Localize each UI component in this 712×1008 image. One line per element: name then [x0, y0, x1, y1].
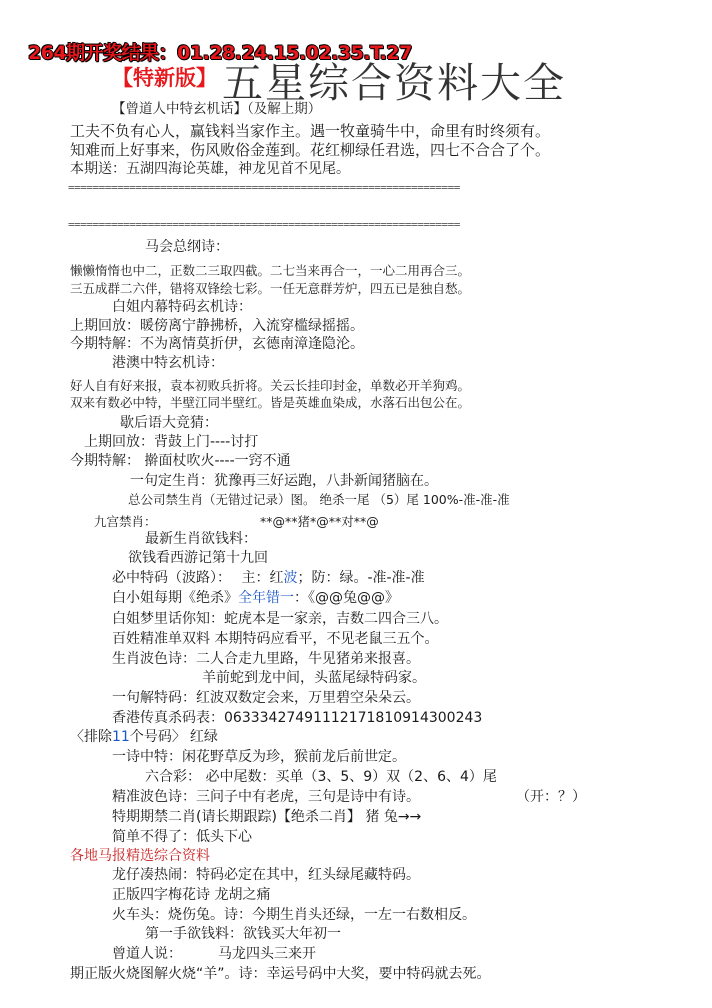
white-sister-last: 上期回放：暖傍离宁静拂桥，入流穿槛绿摇摇。 — [70, 318, 364, 334]
wave-bo: 波 — [283, 570, 298, 586]
horse-poem-title: 马会总纲诗： — [145, 239, 229, 255]
wave-rest: ；防：绿。-准-准-准 — [297, 570, 425, 586]
xiaojie-line — [112, 589, 399, 607]
xiaojie-suffix: ：《@@兔@@》 — [294, 590, 399, 606]
train-line: 火车头：烧伤兔。诗：今期生肖头还绿，一左一右数相反。 — [112, 907, 476, 923]
riddle-line: 知难而上好事来，伤风败俗金莲到。花红柳绿任君选，四七不合合了个。 — [70, 141, 551, 159]
wave-line — [112, 569, 425, 587]
edition-badge: 【特新版】 — [112, 66, 217, 90]
six-line: 六合彩： 必中尾数：买单（3、5、9）双（2、6、4）尾 — [145, 769, 497, 785]
first-hand-line: 第一手欲钱料：欲钱买大年初一 — [145, 926, 341, 942]
zodiac-wave-line: 羊前蛇到龙中间，头蓝尾绿特码家。 — [202, 670, 426, 686]
one-line-special: 一句解特码：红波双数定会来，万里碧空朵朵云。 — [112, 690, 420, 706]
money-line: 欲钱看西游记第十九回 — [128, 550, 268, 566]
white-sister-now: 今期特解：不为离情莫折伊，玄德南漳逢隐沦。 — [70, 336, 364, 352]
draw-result-headline: 264期开奖结果：01.28.24.15.02.35.T.27 — [28, 42, 412, 64]
horse-poem-line: 三五成群二六伴，错将双锋绘七彩。一任无意群芳炉，四五已是独自愁。 — [70, 281, 471, 296]
divider: ================================================================ — [68, 181, 460, 194]
poem-line: 一诗中特：闲花野草反为珍，猴前龙后前世定。 — [112, 749, 406, 765]
divider: ================================================================ — [68, 218, 460, 231]
one-line-zodiac: 一句定生肖：犹豫再三好运跑，八卦新闻猪脑在。 — [130, 473, 438, 489]
wave-main: 主：红 — [241, 570, 284, 586]
plum-line: 正版四字梅花诗 龙胡之痛 — [112, 887, 271, 903]
bottom-line: 期正版火烧图解火烧“羊”。诗：幸运号码中大奖，要中特码就去死。 — [70, 966, 491, 982]
baixing-line: 百姓精准单双料 本期特码应看平，不见老鼠三五个。 — [112, 631, 439, 647]
xiehou-last: 上期回放：背鼓上门----讨打 — [84, 434, 259, 450]
hk-poem-title: 港澳中特玄机诗： — [112, 355, 224, 371]
exclude-mid: 个号码〉 — [129, 729, 186, 745]
xiehou-title: 歇后语大竞猜： — [120, 415, 218, 431]
page-title: 五星综合资料大全 — [222, 59, 566, 107]
exclude-prefix: 〈排除 — [70, 729, 112, 745]
special-ban-line: 特期期禁二肖(请长期跟踪)【绝杀二肖】 猪 兔→→ — [112, 809, 422, 825]
money-title: 最新生肖欲钱料： — [145, 531, 257, 547]
open-marker: （开：？） — [516, 789, 586, 805]
white-sister-title: 白姐内幕特码玄机诗： — [112, 299, 252, 315]
hk-poem-line: 好人自有好来报，袁本初败兵折将。关云长挂印封金，单数必开羊狗鸡。 — [70, 378, 471, 393]
dream-line: 白姐梦里话你知：蛇虎本是一家亲，吉数二四合三八。 — [112, 611, 448, 627]
exclude-color: 红绿 — [189, 729, 218, 745]
riddle-line: 工夫不负有心人，赢钱料当家作主。遇一牧童骑牛中，命里有时终须有。 — [70, 122, 551, 140]
zodiac-wave-line: 生肖波色诗：二人合走九里路，牛见猪弟来报喜。 — [112, 651, 420, 667]
nine-palace-value: **@**猪*@**对**@ — [260, 514, 379, 529]
zengdao-value: 马龙四头三来开 — [218, 946, 316, 962]
zengdao-label: 曾道人说： — [112, 946, 182, 962]
xiehou-now: 今期特解： 擀面杖吹火----一窍不通 — [70, 453, 291, 469]
company-ban: 总公司禁生肖（无错过记录）图。 绝杀一尾 （5）尾 100%-准-准-准 — [128, 492, 510, 507]
horse-poem-line: 懒懒惰惰也中二，正数二三取四截。二七当来再合一，一心二用再合三。 — [70, 263, 471, 278]
precise-wave-line: 精准波色诗：三问子中有老虎，三句是诗中有诗。 — [112, 789, 420, 805]
nine-palace-label: 九宫禁肖： — [94, 514, 157, 529]
xiaojie-blue: 全年错一 — [238, 590, 294, 606]
dragon-line: 龙仔凑热闹：特码必定在其中，红头绿尾藏特码。 — [112, 867, 420, 883]
hk-fax-line: 香港传真杀码表：06333427491112171810914300243 — [112, 710, 483, 726]
riddle-gift: 本期送：五湖四海论英雄，神龙见首不见尾。 — [70, 161, 350, 177]
riddle-header: 【曾道人中特玄机话】（及解上期） — [112, 101, 322, 117]
exclude-num: 11 — [112, 729, 130, 745]
wave-label: 必中特码（波路）： — [112, 570, 231, 586]
area-heading: 各地马报精选综合资料 — [70, 848, 210, 864]
simple-line: 简单不得了：低头下心 — [112, 829, 252, 845]
xiaojie-prefix: 白小姐每期《绝杀》 — [112, 590, 238, 606]
hk-poem-line: 双来有数必中特，半壁江同半壁红。皆是英雄血染成，水落石出包公在。 — [70, 395, 471, 410]
exclude-line — [70, 728, 218, 746]
